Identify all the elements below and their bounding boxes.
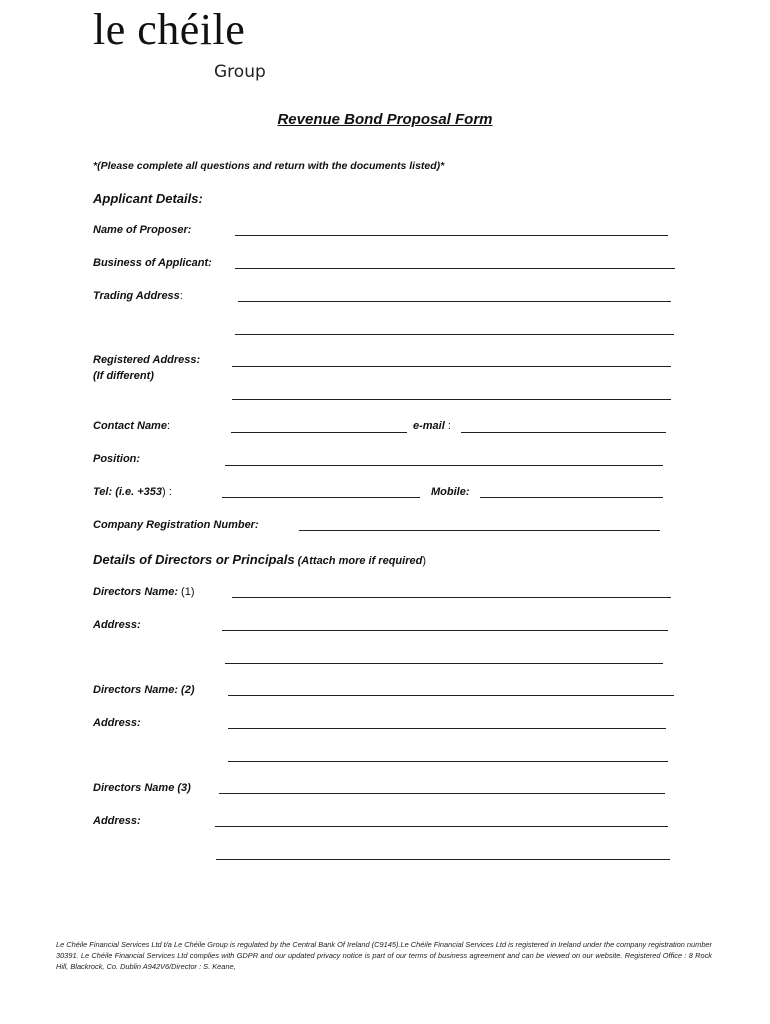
mobile-field[interactable] xyxy=(480,497,663,498)
applicant-details-heading: Applicant Details: xyxy=(93,191,203,206)
director-3-address-field-line-1[interactable] xyxy=(215,826,668,827)
email-label: e-mail : xyxy=(413,420,451,432)
directors-heading: Details of Directors or Principals (Attach more if required) xyxy=(93,552,426,567)
trading-address-field-line-1[interactable] xyxy=(238,301,671,302)
director-1-name-label: Directors Name: (1) xyxy=(93,586,195,598)
director-1-address-label: Address: xyxy=(93,619,141,631)
director-1-address-field-line-1[interactable] xyxy=(222,630,668,631)
tel-label: Tel: (i.e. +353) : xyxy=(93,486,172,498)
director-3-name-field[interactable] xyxy=(219,793,665,794)
director-3-address-field-line-2[interactable] xyxy=(216,859,670,860)
registered-address-label: Registered Address: (If different) xyxy=(93,354,201,382)
company-registration-label: Company Registration Number: xyxy=(93,519,259,531)
director-3-address-label: Address: xyxy=(93,815,141,827)
company-registration-field[interactable] xyxy=(299,530,660,531)
regulatory-footer: Le Chéile Financial Services Ltd t/a Le Chéile Group is regulated by the Central Bank Of Ireland (C9145).Le Chéile Financial Services Ltd is registered in Ireland under the company registration number 30391. Le Chéile Financial Services Ltd complies with GDPR and our updated privacy notice is part of our terms of business agreement and can be viewed on our website. Registered Office : 8 Rock Hill, Blackrock, Co. Dublin A942V6/Director : S. Keane, xyxy=(56,940,712,972)
company-logo-wordmark: le chéile xyxy=(93,5,246,54)
business-of-applicant-label: Business of Applicant: xyxy=(93,257,212,269)
name-of-proposer-field[interactable] xyxy=(235,235,668,236)
business-of-applicant-field[interactable] xyxy=(235,268,675,269)
position-field[interactable] xyxy=(225,465,663,466)
director-2-address-field-line-1[interactable] xyxy=(228,728,666,729)
registered-address-field-line-2[interactable] xyxy=(232,399,671,400)
director-3-name-label: Directors Name (3) xyxy=(93,782,191,794)
contact-name-field[interactable] xyxy=(231,432,407,433)
director-2-name-field[interactable] xyxy=(228,695,674,696)
trading-address-field-line-2[interactable] xyxy=(235,334,674,335)
name-of-proposer-label: Name of Proposer: xyxy=(93,224,192,236)
email-field[interactable] xyxy=(461,432,666,433)
director-2-address-label: Address: xyxy=(93,717,141,729)
director-2-address-field-line-2[interactable] xyxy=(228,761,668,762)
trading-address-label: Trading Address: xyxy=(93,290,183,302)
director-1-name-field[interactable] xyxy=(232,597,671,598)
company-logo-group: Group xyxy=(214,62,266,82)
mobile-label: Mobile: xyxy=(431,486,470,498)
form-title: Revenue Bond Proposal Form xyxy=(277,111,493,128)
position-label: Position: xyxy=(93,453,141,465)
director-2-name-label: Directors Name: (2) xyxy=(93,684,195,696)
director-1-address-field-line-2[interactable] xyxy=(225,663,663,664)
contact-name-label: Contact Name: xyxy=(93,420,171,432)
tel-field[interactable] xyxy=(222,497,420,498)
form-instruction: *(Please complete all questions and return with the documents listed)* xyxy=(93,160,445,172)
registered-address-field-line-1[interactable] xyxy=(232,366,671,367)
